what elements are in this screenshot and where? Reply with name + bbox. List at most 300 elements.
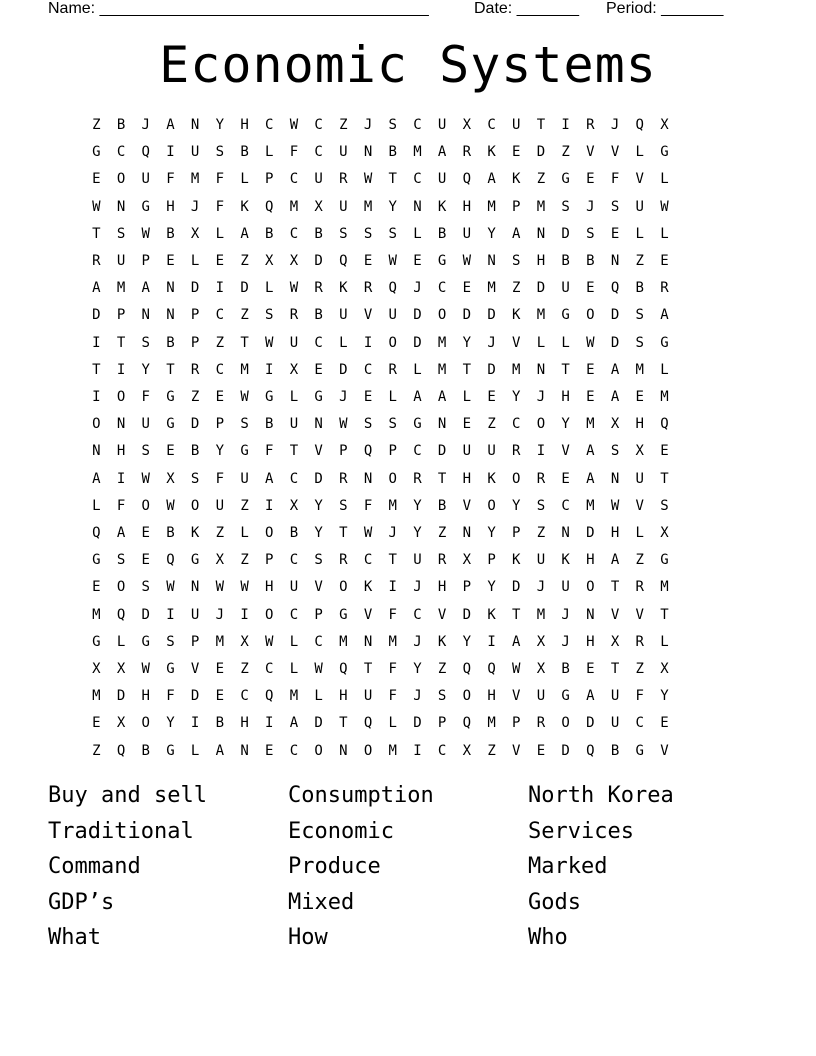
grid-letter: P [116, 307, 126, 324]
grid-letter: D [536, 144, 546, 161]
grid-letter: G [166, 661, 175, 677]
grid-letter: S [388, 117, 397, 133]
grid-letter: P [462, 579, 472, 596]
grid-letter: P [437, 715, 447, 732]
grid-letter: C [363, 552, 373, 569]
grid-letter: C [314, 633, 323, 650]
grid-letter: O [487, 497, 496, 514]
grid-row [84, 685, 744, 712]
grid-row [84, 712, 744, 739]
grid-letter: D [487, 307, 496, 324]
grid-letter: D [561, 742, 570, 759]
grid-letter: B [437, 225, 447, 242]
grid-letter: E [586, 661, 595, 677]
grid-letter: F [388, 606, 397, 623]
grid-letter: E [92, 171, 101, 188]
grid-letter: V [437, 606, 447, 623]
grid-letter: J [536, 579, 546, 596]
grid-letter: R [190, 361, 200, 378]
grid-letter: W [363, 525, 373, 541]
grid-letter: D [314, 253, 323, 269]
grid-letter: T [240, 334, 249, 351]
grid-letter: I [363, 334, 373, 351]
grid-letter: I [116, 361, 126, 378]
grid-letter: N [116, 198, 126, 215]
grid-letter: O [141, 715, 150, 732]
grid-letter: L [190, 253, 200, 269]
grid-letter: C [314, 144, 323, 161]
grid-letter: I [92, 334, 101, 351]
grid-letter: B [561, 253, 570, 269]
grid-letter: V [190, 661, 200, 677]
grid-letter: P [512, 525, 521, 541]
period-field[interactable]: Period: _______ [606, 0, 724, 17]
grid-letter: Z [240, 661, 249, 677]
grid-letter: Q [610, 280, 620, 297]
grid-letter: J [610, 117, 620, 133]
grid-letter: F [166, 171, 175, 188]
grid-letter: M [586, 497, 595, 514]
grid-letter: G [314, 389, 323, 405]
grid-letter: V [635, 171, 644, 188]
grid-letter: B [586, 253, 595, 269]
grid-letter: E [635, 389, 644, 405]
grid-letter: U [339, 307, 348, 324]
grid-letter: X [92, 661, 101, 677]
grid-letter: G [561, 171, 570, 188]
grid-letter: V [512, 688, 521, 705]
grid-letter: W [610, 497, 620, 514]
grid-letter: Q [92, 525, 101, 541]
grid-letter: D [462, 307, 472, 324]
grid-letter: T [289, 443, 299, 460]
grid-letter: D [586, 715, 595, 732]
grid-letter: F [215, 198, 225, 215]
grid-letter: T [92, 361, 101, 378]
grid-letter: M [586, 416, 595, 433]
grid-letter: T [512, 606, 521, 623]
grid-letter: Q [462, 171, 472, 188]
grid-letter: L [388, 389, 397, 405]
grid-letter: Q [363, 443, 373, 460]
grid-row [84, 631, 744, 658]
grid-letter: S [339, 225, 348, 242]
grid-letter: D [586, 525, 595, 541]
grid-letter: W [141, 470, 150, 487]
grid-letter: M [92, 606, 101, 623]
grid-letter: O [388, 334, 397, 351]
word-bank-item: How [288, 925, 328, 950]
grid-letter: M [635, 361, 644, 378]
grid-letter: X [289, 361, 299, 378]
grid-letter: K [561, 552, 570, 569]
grid-letter: B [141, 742, 150, 759]
grid-letter: U [512, 117, 521, 133]
grid-letter: C [265, 661, 274, 677]
grid-letter: L [116, 633, 126, 650]
grid-letter: S [536, 497, 546, 514]
grid-letter: E [660, 443, 669, 460]
grid-letter: T [437, 470, 447, 487]
grid-letter: N [413, 198, 422, 215]
grid-letter: C [289, 552, 299, 569]
grid-letter: Q [388, 280, 397, 297]
word-bank-item: What [48, 925, 101, 950]
grid-letter: K [487, 470, 496, 487]
grid-letter: Q [339, 253, 348, 269]
grid-letter: X [190, 225, 200, 242]
grid-letter: U [462, 225, 472, 242]
grid-letter: H [561, 389, 570, 405]
grid-letter: F [388, 688, 397, 705]
grid-letter: M [388, 497, 397, 514]
grid-letter: I [561, 117, 570, 133]
grid-letter: U [536, 688, 546, 705]
grid-letter: L [240, 171, 249, 188]
grid-letter: W [314, 661, 323, 677]
grid-letter: T [116, 334, 126, 351]
grid-letter: H [240, 117, 249, 133]
grid-letter: E [215, 661, 225, 677]
grid-letter: N [190, 117, 200, 133]
grid-letter: S [116, 552, 126, 569]
grid-letter: N [487, 253, 496, 269]
grid-letter: T [388, 552, 397, 569]
grid-letter: D [561, 225, 570, 242]
grid-letter: N [166, 280, 175, 297]
grid-letter: R [289, 307, 299, 324]
grid-letter: N [363, 470, 373, 487]
grid-letter: M [536, 307, 546, 324]
grid-row [84, 114, 744, 141]
grid-letter: Z [240, 552, 249, 569]
grid-letter: L [462, 389, 472, 405]
grid-letter: M [512, 361, 521, 378]
grid-letter: I [536, 443, 546, 460]
grid-letter: U [610, 715, 620, 732]
grid-letter: Y [561, 416, 570, 433]
grid-letter: A [610, 361, 620, 378]
grid-letter: S [388, 416, 397, 433]
grid-letter: Y [487, 525, 496, 541]
grid-letter: K [487, 144, 496, 161]
grid-letter: U [561, 280, 570, 297]
grid-letter: R [339, 552, 348, 569]
grid-letter: L [240, 525, 249, 541]
grid-letter: R [586, 117, 595, 133]
grid-letter: P [512, 715, 521, 732]
grid-letter: M [215, 633, 225, 650]
grid-letter: U [437, 117, 447, 133]
grid-letter: F [388, 661, 397, 677]
grid-letter: E [462, 280, 472, 297]
grid-letter: W [92, 198, 101, 215]
grid-letter: W [265, 334, 274, 351]
grid-letter: P [339, 443, 348, 460]
grid-letter: G [437, 253, 447, 269]
grid-letter: V [660, 742, 669, 759]
grid-letter: A [610, 552, 620, 569]
grid-letter: W [289, 117, 299, 133]
grid-letter: E [487, 389, 496, 405]
grid-letter: B [166, 334, 175, 351]
grid-letter: P [141, 253, 150, 269]
grid-letter: B [314, 307, 323, 324]
grid-letter: B [240, 144, 249, 161]
grid-letter: S [437, 688, 447, 705]
grid-letter: S [314, 552, 323, 569]
grid-letter: X [660, 525, 669, 541]
grid-letter: H [166, 198, 175, 215]
grid-row [84, 658, 744, 685]
grid-letter: X [265, 253, 274, 269]
word-bank-item: Produce [288, 854, 381, 879]
grid-letter: B [437, 497, 447, 514]
grid-letter: D [413, 715, 422, 732]
grid-letter: E [92, 579, 101, 596]
grid-letter: C [215, 361, 225, 378]
grid-letter: U [141, 171, 150, 188]
word-bank-item: Mixed [288, 889, 355, 915]
grid-letter: Q [487, 661, 496, 677]
grid-letter: Q [339, 661, 348, 677]
grid-letter: L [635, 525, 644, 541]
grid-letter: U [339, 144, 348, 161]
grid-letter: R [536, 715, 546, 732]
grid-letter: M [487, 280, 496, 297]
grid-letter: Z [487, 416, 496, 433]
grid-letter: U [314, 171, 323, 188]
grid-letter: O [116, 389, 126, 405]
grid-letter: J [413, 688, 422, 705]
grid-row [84, 359, 744, 386]
grid-letter: G [190, 552, 200, 569]
grid-letter: B [388, 144, 397, 161]
grid-letter: N [462, 525, 472, 541]
grid-letter: M [660, 389, 669, 405]
grid-letter: V [610, 144, 620, 161]
grid-letter: X [314, 198, 323, 215]
grid-letter: S [660, 497, 669, 514]
grid-letter: O [190, 497, 200, 514]
grid-letter: I [265, 715, 274, 732]
grid-letter: G [240, 443, 249, 460]
grid-letter: P [314, 606, 323, 623]
grid-letter: O [92, 416, 101, 433]
grid-letter: U [610, 688, 620, 705]
grid-letter: T [561, 361, 570, 378]
grid-letter: F [289, 144, 299, 161]
grid-letter: O [116, 171, 126, 188]
grid-letter: Y [215, 117, 225, 133]
grid-letter: S [635, 307, 644, 324]
grid-letter: W [339, 416, 348, 433]
grid-letter: M [437, 334, 447, 351]
grid-letter: B [289, 525, 299, 541]
grid-letter: U [561, 579, 570, 596]
grid-letter: T [610, 579, 620, 596]
grid-letter: R [462, 144, 472, 161]
grid-letter: X [660, 661, 669, 677]
grid-letter: D [512, 579, 521, 596]
grid-letter: B [635, 280, 644, 297]
grid-letter: T [660, 470, 669, 487]
grid-letter: P [512, 198, 521, 215]
grid-letter: G [92, 144, 101, 161]
grid-letter: I [240, 606, 249, 623]
grid-letter: F [635, 688, 644, 705]
grid-letter: J [190, 198, 200, 215]
grid-letter: N [339, 742, 348, 759]
grid-letter: W [462, 253, 472, 269]
grid-letter: T [92, 225, 101, 242]
grid-letter: Y [314, 525, 323, 541]
grid-letter: E [92, 715, 101, 732]
grid-letter: Z [240, 253, 249, 269]
grid-letter: Z [635, 552, 644, 569]
grid-letter: J [561, 633, 570, 650]
grid-letter: I [116, 470, 126, 487]
grid-letter: W [363, 171, 373, 188]
grid-letter: E [610, 225, 620, 242]
grid-letter: U [141, 416, 150, 433]
grid-letter: G [92, 552, 101, 569]
grid-letter: D [487, 361, 496, 378]
grid-letter: M [437, 361, 447, 378]
grid-letter: W [660, 198, 669, 215]
grid-row [84, 413, 744, 440]
grid-letter: H [141, 688, 150, 705]
grid-letter: X [116, 661, 126, 677]
grid-letter: I [92, 389, 101, 405]
grid-letter: U [388, 307, 397, 324]
grid-letter: S [240, 416, 249, 433]
grid-letter: I [166, 144, 175, 161]
grid-letter: A [116, 525, 126, 541]
word-bank-item: GDP’s [48, 889, 115, 915]
grid-letter: J [561, 606, 570, 623]
grid-letter: I [166, 606, 175, 623]
grid-letter: W [240, 579, 249, 596]
grid-letter: M [660, 579, 669, 596]
grid-letter: U [635, 470, 644, 487]
grid-row [84, 196, 744, 223]
grid-letter: T [166, 361, 175, 378]
grid-letter: F [610, 171, 620, 188]
grid-letter: P [487, 552, 496, 569]
grid-letter: M [388, 633, 397, 650]
grid-letter: I [265, 361, 274, 378]
grid-letter: C [116, 144, 126, 161]
grid-letter: J [487, 334, 496, 351]
grid-letter: H [265, 579, 274, 596]
grid-letter: A [240, 225, 249, 242]
grid-letter: X [610, 416, 620, 433]
grid-letter: G [141, 633, 150, 650]
grid-letter: D [190, 280, 200, 297]
grid-letter: Q [586, 742, 595, 759]
grid-letter: Y [413, 525, 422, 541]
grid-letter: O [561, 715, 570, 732]
grid-letter: V [635, 497, 644, 514]
grid-letter: M [363, 198, 373, 215]
grid-letter: A [586, 443, 595, 460]
word-bank-item: Marked [528, 854, 608, 879]
grid-letter: L [660, 361, 669, 378]
grid-letter: R [660, 280, 669, 297]
grid-letter: G [660, 334, 669, 351]
grid-letter: I [388, 579, 397, 596]
grid-letter: M [487, 198, 496, 215]
grid-letter: A [413, 389, 422, 405]
grid-letter: F [265, 443, 274, 460]
grid-letter: S [265, 307, 274, 324]
grid-letter: X [215, 552, 225, 569]
student-info-header [48, 0, 748, 20]
grid-letter: C [635, 715, 644, 732]
grid-letter: O [388, 470, 397, 487]
grid-letter: Z [561, 144, 570, 161]
grid-letter: A [610, 389, 620, 405]
grid-letter: J [141, 117, 150, 133]
grid-row [84, 468, 744, 495]
grid-letter: I [190, 715, 200, 732]
grid-letter: G [339, 606, 348, 623]
grid-letter: J [413, 633, 422, 650]
grid-letter: L [413, 361, 422, 378]
grid-letter: O [363, 742, 373, 759]
grid-letter: N [166, 307, 175, 324]
grid-letter: E [166, 443, 175, 460]
grid-letter: A [487, 171, 496, 188]
grid-letter: M [339, 633, 348, 650]
word-bank-item: North Korea [528, 783, 674, 808]
grid-letter: K [437, 198, 447, 215]
grid-letter: L [635, 144, 644, 161]
grid-letter: Q [116, 742, 126, 759]
grid-letter: C [215, 307, 225, 324]
grid-letter: W [265, 633, 274, 650]
grid-letter: C [289, 742, 299, 759]
name-field[interactable]: Name: _____________________________________ [48, 0, 429, 17]
grid-letter: M [240, 361, 249, 378]
grid-letter: B [215, 715, 225, 732]
grid-letter: E [363, 389, 373, 405]
date-field[interactable]: Date: _______ [474, 0, 579, 17]
grid-letter: Z [215, 525, 225, 541]
grid-letter: B [190, 443, 200, 460]
grid-letter: Y [166, 715, 175, 732]
grid-letter: M [487, 715, 496, 732]
grid-letter: F [363, 497, 373, 514]
grid-letter: W [215, 579, 225, 596]
grid-letter: Y [413, 497, 422, 514]
grid-letter: X [116, 715, 126, 732]
grid-letter: G [265, 389, 274, 405]
grid-letter: V [635, 606, 644, 623]
grid-letter: S [141, 443, 150, 460]
grid-letter: Q [166, 552, 175, 569]
grid-letter: N [586, 606, 595, 623]
grid-letter: Y [512, 497, 521, 514]
grid-letter: W [289, 280, 299, 297]
grid-letter: J [413, 579, 422, 596]
grid-letter: A [586, 688, 595, 705]
grid-letter: G [413, 416, 422, 433]
grid-letter: G [166, 742, 175, 759]
grid-letter: U [116, 253, 126, 269]
grid-letter: R [437, 552, 447, 569]
